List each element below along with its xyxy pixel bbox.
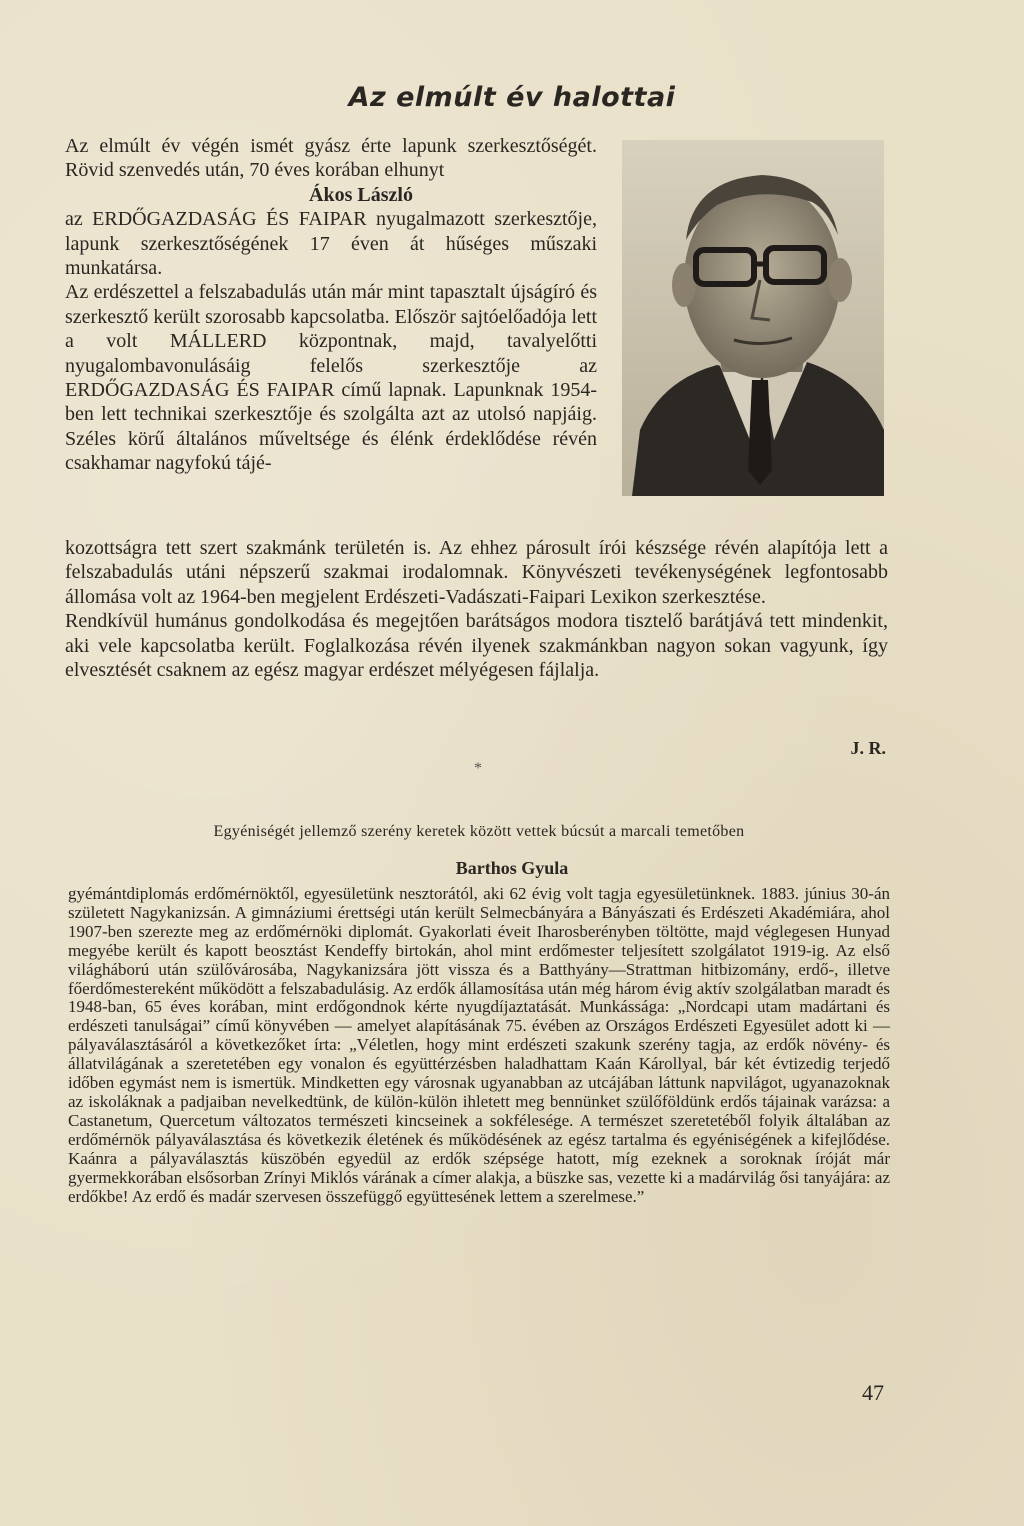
page-number: 47	[862, 1380, 884, 1405]
obituary-1-paragraph-2b: kozottságra tett szert szakmánk területén is. Az ehhez párosult írói készsége révén alapítója lett a felszabadulás utáni népszerű szakmai irodalomnak. Könyvészeti tevékenységének legfontosabb állomása volt az 1964-ben megjelent Erdészeti-Vadászati-Faipari Lexikon szerkesztése.	[65, 537, 888, 608]
portrait-photo-icon	[622, 140, 884, 496]
page-title: Az elmúlt év halottai	[348, 82, 676, 113]
obituary-1-paragraph-1: az ERDŐGAZDASÁG ÉS FAIPAR nyugalmazott szerkesztője, lapunk szerkesztőségének 17 éven át hűséges műszaki munkatársa.	[65, 208, 597, 280]
obituary-1-paragraph-3: Rendkívül humánus gondolkodása és megejtően barátságos modora tisztelő barátjává tett mindenkit, aki vele kapcsolatba került. Foglalkozása révén ilyenek szakmánkban nagyon sokan vagyunk, így elvesztését csaknem az egész magyar erdészet mélyégesen fájlalja.	[65, 610, 888, 682]
portrait-photo	[622, 140, 884, 496]
obituary-1-column	[65, 134, 597, 476]
obituary-1-continued	[65, 536, 888, 682]
obituary-2-intro: Egyéniségét jellemző szerény keretek között vettek búcsút a marcali temetőben	[213, 823, 745, 840]
obituary-1-signature: J. R.	[850, 738, 886, 758]
obituary-1-intro: Az elmúlt év végén ismét gyász érte lapunk szerkesztőségét. Rövid szenvedés után, 70 éves korában elhunyt	[65, 135, 597, 182]
obituary-2-name: Barthos Gyula	[455, 858, 569, 878]
obituary-1-paragraph-2a: Az erdészettel a felszabadulás után már mint tapasztalt újságíró és szerkesztő került szorosabb kapcsolatba. Először sajtóelőadója lett a volt MÁLLERD központnak, majd, tavalyelőtti nyugalombavonulásáig felelős szerkesztője az ERDŐGAZDASÁG ÉS FAIPAR című lapnak. Lapunknak 1954-ben lett technikai szerkesztője és szolgálta azt az utolsó napjáig. Széles körű általános műveltsége és élénk érdeklődése révén csakhamar nagyfokú tájé-	[65, 281, 597, 475]
obituary-2-body	[68, 885, 890, 1206]
obituary-2-paragraph: gyémántdiplomás erdőmérnöktől, egyesületünk nesztorától, aki 62 évig volt tagja egyesületünknek. 1883. június 30-án született Nagykanizsán. A gimnáziumi érettségi után került Selmecbányára a Bányászati és Erdészeti Akadémiára, ahol 1907-ben szerezte meg az erdőmérnöki diplomát. Gyakorlati éveit Iharosberényben töltötte, majd véglegesen Hunyad megyébe került és kapott beosztást Kendeffy birtokán, ahol mint erdőmester teljesített szolgálatot 1919-ig. Az első világháború után szülővárosába, Nagykanizsára jött vissza és a Batthyány—Strattman hitbizomány, erdő-, illetve főerdőmestereként működött a felszabadulásig. Az erdők államosítása után még három évig aktív szolgálatban maradt és 1948-ban, 65 éves korában, mint erdőgondnok kérte nyugdíjaztatását. Munkássága: „Nordcapi utam madártani és erdészeti tanulságai” című könyvében — amelyet alapításának 75. évében az Országos Erdészeti Egyesület adott ki — pályaválasztásáról a következőket írta: „Véletlen, hogy mint erdészeti szakunk szerény tagja, az erdők növény- és állatvilágának a szeretetében egy vonalon és együttérzésben haladhattam Kaán Károllyal, bár két évtizedig terjedő időben egymást nem is ismertük. Mindketten egy városnak ugyanabban az utcájában láttunk napvilágot, ugyanazoknak az iskoláknak a padjaiban nevelkedtünk, de külön-külön ihletett meg bennünket szülőföldünk erdős tájainak varázsa: a Castanetum, Quercetum változatos természeti kincseinek a sokfélesége. A természet szeretetéből folyik általában az erdőmérnök pályaválasztása és következik életének és működésének az egész tartalma és egyéniségének a kifejlődése. Kaánra a pályaválasztás küszöbén egyedül az erdők szépsége hatott, míg ezeknek a soroknak íróját már gyermekkorában elsősorban Zrínyi Miklós várának a címer alakja, a büszke sas, vezette ki a madárvilág ősi tanyájára: az erdőkbe! Az erdő és madár szervesen összefüggő együttesének lettem a szerelmese.”	[68, 884, 890, 1206]
obituary-1-name: Ákos László	[309, 183, 413, 206]
section-separator: *	[474, 760, 482, 777]
